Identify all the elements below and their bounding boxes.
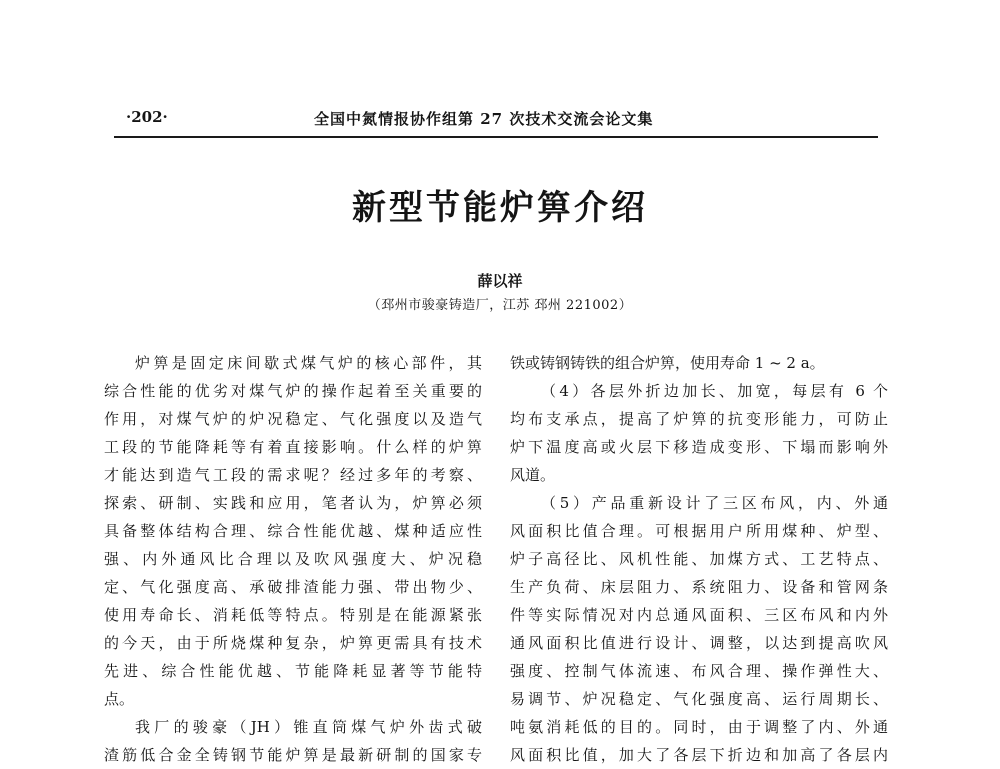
paper-title: 新型节能炉箅介绍: [352, 188, 648, 228]
body-line: 强度、控制气体流速、布风合理、操作弹性大、: [510, 662, 888, 680]
page-number: ·202·: [126, 108, 168, 126]
body-line: （5）产品重新设计了三区布风，内、外通: [541, 494, 888, 512]
body-line: 具备整体结构合理、综合性能优越、煤种适应性: [104, 522, 482, 540]
header-rule: [114, 136, 878, 138]
body-line: 炉子高径比、风机性能、加煤方式、工艺特点、: [510, 550, 888, 568]
left-column: [104, 349, 482, 769]
body-line: 定、气化强度高、承破排渣能力强、带出物少、: [104, 578, 482, 596]
author-name: 薛以祥: [477, 272, 523, 290]
body-line: 件等实际情况对内总通风面积、三区布风和内外: [510, 606, 888, 624]
body-line: 通风面积比值进行设计、调整，以达到提高吹风: [510, 634, 888, 652]
body-line: （4）各层外折边加长、加宽，每层有 6 个: [541, 382, 888, 400]
body-line: 吨氨消耗低的目的。同时，由于调整了内、外通: [510, 718, 888, 736]
body-line: 风道。: [510, 466, 556, 484]
author-affiliation: （邳州市骏豪铸造厂，江苏 邳州 221002）: [367, 298, 633, 313]
body-line: 铁或铸钢铸铁的组合炉箅，使用寿命 1 ~ 2 a。: [510, 354, 825, 372]
right-column: [510, 349, 888, 769]
body-line: 渣筋低合金全铸钢节能炉箅是最新研制的国家专: [104, 746, 482, 764]
body-line: 探索、研制、实践和应用，笔者认为，炉箅必须: [104, 494, 482, 512]
body-line: 先进、综合性能优越、节能降耗显著等节能特: [104, 662, 482, 680]
body-line: 工段的节能降耗等有着直接影响。什么样的炉箅: [104, 438, 482, 456]
body-line: 的今天，由于所烧煤种复杂，炉箅更需具有技术: [104, 634, 482, 652]
running-header: [126, 108, 878, 132]
body-line: 生产负荷、床层阻力、系统阻力、设备和管网条: [510, 578, 888, 596]
body-line: 综合性能的优劣对煤气炉的操作起着至关重要的: [104, 382, 482, 400]
body-line: 风面积比值合理。可根据用户所用煤种、炉型、: [510, 522, 888, 540]
body-line: 作用，对煤气炉的炉况稳定、气化强度以及造气: [104, 410, 482, 428]
body-line: 使用寿命长、消耗低等特点。特别是在能源紧张: [104, 606, 482, 624]
body-line: 我厂的骏豪（JH）锥直筒煤气炉外齿式破: [135, 718, 482, 736]
body-line: 强、内外通风比合理以及吹风强度大、炉况稳: [104, 550, 482, 568]
body-line: 易调节、炉况稳定、气化强度高、运行周期长、: [510, 690, 888, 708]
body-line: 风面积比值，加大了各层下折边和加高了各层内: [510, 746, 888, 764]
body-line: 才能达到造气工段的需求呢？经过多年的考察、: [104, 466, 482, 484]
body-line: 炉箅是固定床间歇式煤气炉的核心部件，其: [135, 354, 482, 372]
body-line: 点。: [104, 690, 135, 708]
body-line: 炉下温度高或火层下移造成变形、下塌而影响外: [510, 438, 888, 456]
body-line: 均布支承点，提高了炉箅的抗变形能力，可防止: [510, 410, 888, 428]
journal-title: 全国中氮情报协作组第 27 次技术交流会论文集: [314, 110, 654, 128]
